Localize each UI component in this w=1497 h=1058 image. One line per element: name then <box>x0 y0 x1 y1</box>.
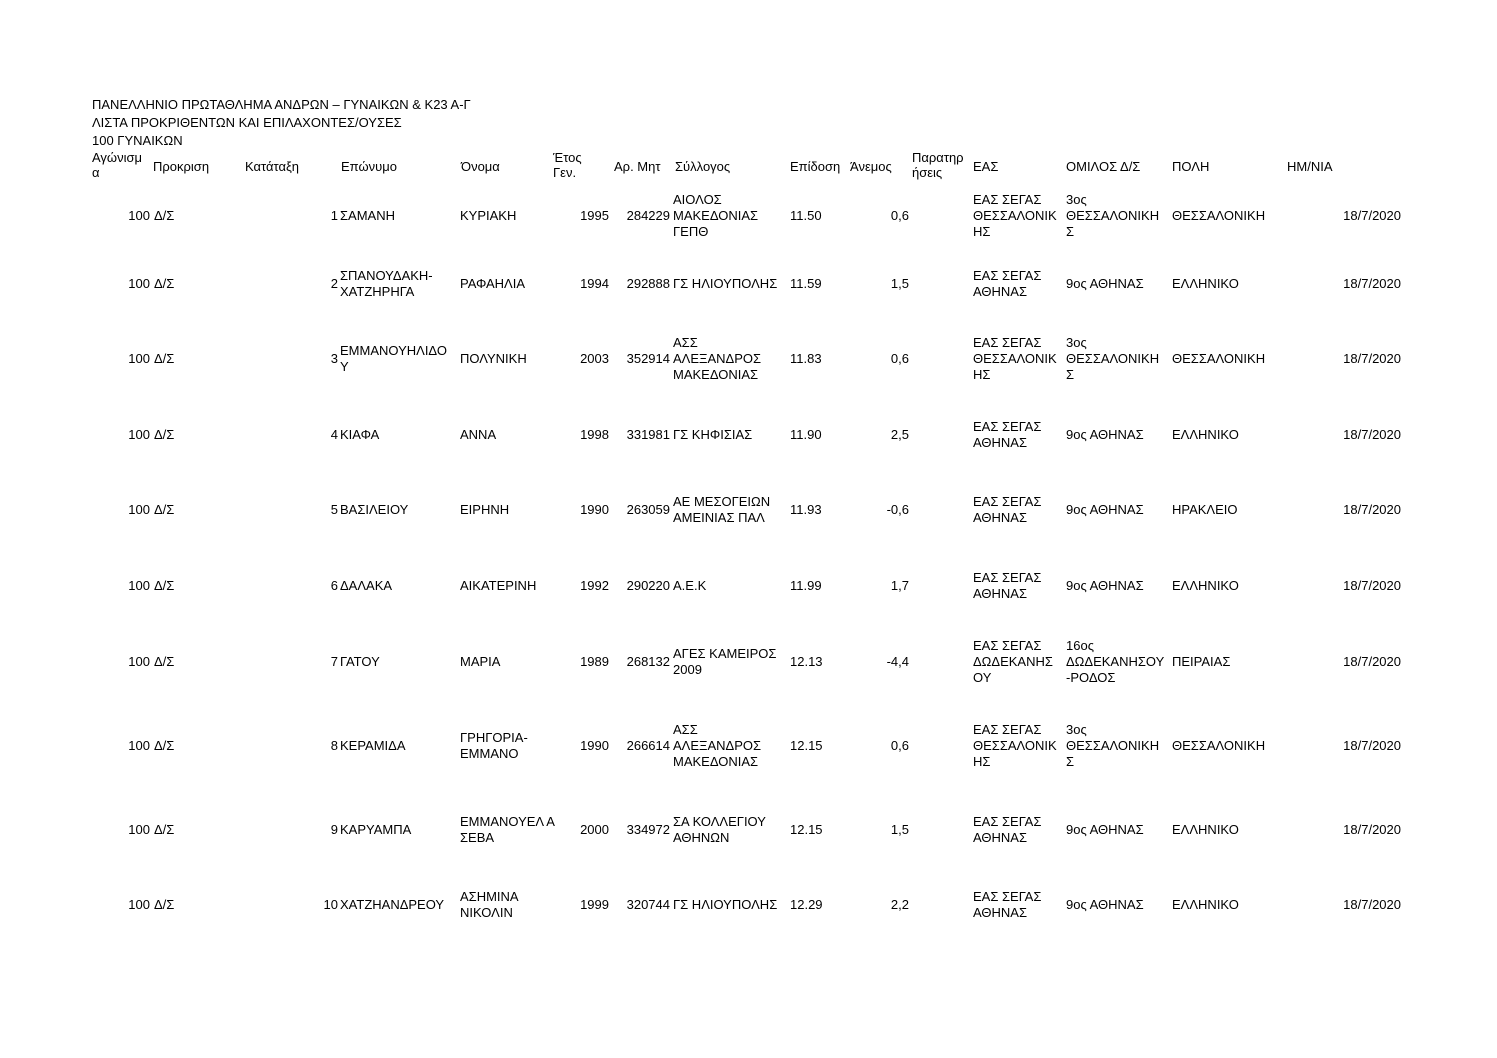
cell-eas: ΕΑΣ ΣΕΓΑΣ ΘΕΣΣΑΛΟΝΙΚ ΗΣ <box>973 192 1057 239</box>
cell-reg: 352914 <box>626 351 670 366</box>
cell-date: 18/7/2020 <box>1343 897 1401 912</box>
cell-omilos: 3ος ΘΕΣΣΑΛΟΝΙΚΗ Σ <box>1066 335 1160 382</box>
cell-eas: ΕΑΣ ΣΕΓΑΣ ΔΩΔΕΚΑΝΗΣ ΟΥ <box>973 638 1053 685</box>
cell-omilos: 9ος ΑΘΗΝΑΣ <box>1066 502 1144 517</box>
cell-perf: 11.99 <box>790 578 822 593</box>
cell-date: 18/7/2020 <box>1343 502 1401 517</box>
cell-city: ΕΛΛΗΝΙΚΟ <box>1172 897 1239 912</box>
cell-reg: 331981 <box>626 427 670 442</box>
cell-agonisma: 100 <box>128 502 150 517</box>
cell-club: ΣΑ ΚΟΛΛΕΓΙΟΥ ΑΘΗΝΩΝ <box>673 814 766 845</box>
cell-reg: 292888 <box>626 276 670 291</box>
cell-name: ΚΥΡΙΑΚΗ <box>460 208 517 223</box>
header-agonisma: Αγώνισμ α <box>92 150 142 180</box>
cell-surname: ΣΠΑΝΟΥΔΑΚΗ-ΧΑΤΖΗΡΗΓΑ <box>340 268 433 299</box>
cell-surname: ΒΑΣΙΛΕΙΟΥ <box>340 502 409 517</box>
cell-club: ΑΙΟΛΟΣ ΜΑΚΕΔΟΝΙΑΣ ΓΕΠΘ <box>673 192 759 239</box>
header-prokrisi: Προκριση <box>153 159 210 174</box>
cell-name: ΡΑΦΑΗΛΙΑ <box>460 276 526 291</box>
cell-city: ΘΕΣΣΑΛΟΝΙΚΗ <box>1172 738 1266 753</box>
cell-prokrisi: Δ/Σ <box>154 578 175 593</box>
cell-club: ΓΣ ΗΛΙΟΥΠΟΛΗΣ <box>673 276 778 291</box>
cell-city: ΘΕΣΣΑΛΟΝΙΚΗ <box>1172 208 1266 223</box>
cell-club: ΓΣ ΚΗΦΙΣΙΑΣ <box>673 427 753 442</box>
cell-surname: ΚΕΡΑΜΙΔΑ <box>340 738 406 753</box>
cell-omilos: 9ος ΑΘΗΝΑΣ <box>1066 822 1144 837</box>
table-row <box>0 716 1497 776</box>
cell-eas: ΕΑΣ ΣΕΓΑΣ ΑΘΗΝΑΣ <box>973 268 1042 299</box>
header-ar-mit: Αρ. Μητ <box>614 159 661 174</box>
cell-rank: 8 <box>330 738 338 753</box>
cell-club: ΓΣ ΗΛΙΟΥΠΟΛΗΣ <box>673 897 778 912</box>
cell-wind: -4,4 <box>886 654 909 669</box>
cell-wind: 2,2 <box>890 897 909 912</box>
cell-omilos: 3ος ΘΕΣΣΑΛΟΝΙΚΗ Σ <box>1066 192 1160 239</box>
header-omilos: ΟΜΙΛΟΣ Δ/Σ <box>1066 159 1141 174</box>
cell-reg: 320744 <box>626 897 670 912</box>
table-row <box>0 329 1497 389</box>
cell-reg: 334972 <box>626 822 670 837</box>
cell-agonisma: 100 <box>128 578 150 593</box>
cell-perf: 11.59 <box>790 276 822 291</box>
cell-city: ΕΛΛΗΝΙΚΟ <box>1172 822 1239 837</box>
document-title: ΠΑΝΕΛΛΗΝΙΟ ΠΡΩΤΑΘΛΗΜΑ ΑΝΔΡΩΝ – ΓΥΝΑΙΚΩΝ & Κ23 Α-Γ <box>92 97 471 112</box>
cell-name: ΓΡΗΓΟΡΙΑ-ΕΜΜΑΝΟ <box>460 730 528 761</box>
cell-date: 18/7/2020 <box>1343 276 1401 291</box>
cell-perf: 11.93 <box>790 502 822 517</box>
cell-reg: 268132 <box>626 654 670 669</box>
cell-reg: 263059 <box>626 502 670 517</box>
cell-club: ΑΕ ΜΕΣΟΓΕΙΩΝ ΑΜΕΙΝΙΑΣ ΠΑΛ <box>673 494 771 525</box>
cell-year: 1994 <box>580 276 609 291</box>
cell-eas: ΕΑΣ ΣΕΓΑΣ ΘΕΣΣΑΛΟΝΙΚ ΗΣ <box>973 722 1057 769</box>
cell-city: ΕΛΛΗΝΙΚΟ <box>1172 427 1239 442</box>
cell-surname: ΕΜΜΑΝΟΥΗΛΙΔΟ Υ <box>340 343 447 374</box>
cell-perf: 12.15 <box>790 822 823 837</box>
cell-surname: ΣΑΜΑΝΗ <box>340 208 395 223</box>
cell-rank: 6 <box>330 578 338 593</box>
cell-agonisma: 100 <box>128 427 150 442</box>
header-epidosi: Επίδοση <box>790 159 841 174</box>
cell-surname: ΚΑΡΥΑΜΠΑ <box>340 822 412 837</box>
cell-perf: 11.50 <box>790 208 822 223</box>
cell-wind: 1,5 <box>890 276 909 291</box>
cell-eas: ΕΑΣ ΣΕΓΑΣ ΑΘΗΝΑΣ <box>973 494 1042 525</box>
cell-year: 1989 <box>580 654 609 669</box>
cell-name: ΑΣΗΜΙΝΑ ΝΙΚΟΛΙΝ <box>460 889 518 920</box>
cell-agonisma: 100 <box>128 351 150 366</box>
cell-year: 1990 <box>580 502 609 517</box>
cell-name: ΕΙΡΗΝΗ <box>460 502 510 517</box>
cell-date: 18/7/2020 <box>1343 822 1401 837</box>
cell-wind: -0,6 <box>886 502 909 517</box>
cell-agonisma: 100 <box>128 897 150 912</box>
cell-date: 18/7/2020 <box>1343 427 1401 442</box>
table-row <box>0 254 1497 314</box>
cell-wind: 0,6 <box>890 738 909 753</box>
cell-year: 1998 <box>580 427 609 442</box>
table-row <box>0 556 1497 616</box>
cell-name: ΠΟΛΥΝΙΚΗ <box>460 351 527 366</box>
cell-rank: 10 <box>323 897 338 912</box>
cell-prokrisi: Δ/Σ <box>154 427 175 442</box>
cell-date: 18/7/2020 <box>1343 654 1401 669</box>
cell-omilos: 9ος ΑΘΗΝΑΣ <box>1066 578 1144 593</box>
cell-agonisma: 100 <box>128 822 150 837</box>
cell-omilos: 9ος ΑΘΗΝΑΣ <box>1066 427 1144 442</box>
cell-omilos: 9ος ΑΘΗΝΑΣ <box>1066 276 1144 291</box>
cell-wind: 1,7 <box>890 578 909 593</box>
cell-omilos: 3ος ΘΕΣΣΑΛΟΝΙΚΗ Σ <box>1066 722 1160 769</box>
cell-reg: 284229 <box>626 208 670 223</box>
cell-name: ΑΝΝΑ <box>460 427 497 442</box>
table-row <box>0 800 1497 860</box>
cell-prokrisi: Δ/Σ <box>154 738 175 753</box>
cell-eas: ΕΑΣ ΣΕΓΑΣ ΘΕΣΣΑΛΟΝΙΚ ΗΣ <box>973 335 1057 382</box>
cell-rank: 2 <box>330 276 338 291</box>
cell-eas: ΕΑΣ ΣΕΓΑΣ ΑΘΗΝΑΣ <box>973 570 1042 601</box>
cell-rank: 5 <box>330 502 338 517</box>
cell-club: Α.Ε.Κ <box>673 578 707 593</box>
cell-club: ΑΣΣ ΑΛΕΞΑΝΔΡΟΣ ΜΑΚΕΔΟΝΙΑΣ <box>673 335 762 382</box>
cell-date: 18/7/2020 <box>1343 351 1401 366</box>
cell-date: 18/7/2020 <box>1343 208 1401 223</box>
cell-prokrisi: Δ/Σ <box>154 822 175 837</box>
cell-year: 1990 <box>580 738 609 753</box>
cell-city: ΗΡΑΚΛΕΙΟ <box>1172 502 1238 517</box>
cell-name: ΕΜΜΑΝΟΥΕΛ Α ΣΕΒΑ <box>460 814 555 845</box>
header-paratirisis: Παρατηρ ήσεις <box>912 150 964 180</box>
cell-rank: 1 <box>330 208 338 223</box>
cell-city: ΕΛΛΗΝΙΚΟ <box>1172 276 1239 291</box>
cell-club: ΑΓΕΣ ΚΑΜΕΙΡΟΣ 2009 <box>673 646 777 677</box>
cell-wind: 2,5 <box>890 427 909 442</box>
cell-surname: ΓΑΤΟΥ <box>340 654 380 669</box>
cell-prokrisi: Δ/Σ <box>154 351 175 366</box>
cell-city: ΠΕΙΡΑΙΑΣ <box>1172 654 1231 669</box>
header-katataxi: Κατάταξη <box>245 159 300 174</box>
table-row <box>0 480 1497 540</box>
cell-perf: 11.90 <box>790 427 822 442</box>
cell-year: 2003 <box>580 351 609 366</box>
table-row <box>0 186 1497 246</box>
document-subtitle: ΛΙΣΤΑ ΠΡΟΚΡΙΘΕΝΤΩΝ ΚΑΙ ΕΠΙΛΑΧΟΝΤΕΣ/ΟΥΣΕΣ <box>92 115 402 130</box>
header-anemos: Άνεμος <box>850 159 892 174</box>
cell-prokrisi: Δ/Σ <box>154 897 175 912</box>
header-syllogos: Σύλλογος <box>675 159 731 174</box>
cell-reg: 290220 <box>626 578 670 593</box>
cell-year: 2000 <box>580 822 609 837</box>
cell-eas: ΕΑΣ ΣΕΓΑΣ ΑΘΗΝΑΣ <box>973 419 1042 450</box>
cell-year: 1995 <box>580 208 609 223</box>
cell-surname: ΚΙΑΦΑ <box>340 427 380 442</box>
cell-perf: 11.83 <box>790 351 822 366</box>
cell-agonisma: 100 <box>128 208 150 223</box>
cell-agonisma: 100 <box>128 654 150 669</box>
cell-agonisma: 100 <box>128 276 150 291</box>
cell-prokrisi: Δ/Σ <box>154 654 175 669</box>
cell-name: ΑΙΚΑΤΕΡΙΝΗ <box>460 578 537 593</box>
header-onoma: Όνομα <box>461 159 500 174</box>
cell-prokrisi: Δ/Σ <box>154 208 175 223</box>
cell-eas: ΕΑΣ ΣΕΓΑΣ ΑΘΗΝΑΣ <box>973 814 1042 845</box>
cell-club: ΑΣΣ ΑΛΕΞΑΝΔΡΟΣ ΜΑΚΕΔΟΝΙΑΣ <box>673 722 762 769</box>
cell-prokrisi: Δ/Σ <box>154 276 175 291</box>
cell-surname: ΔΑΛΑΚΑ <box>340 578 393 593</box>
cell-perf: 12.13 <box>790 654 823 669</box>
table-row <box>0 632 1497 692</box>
cell-wind: 1,5 <box>890 822 909 837</box>
cell-rank: 4 <box>330 427 338 442</box>
cell-perf: 12.29 <box>790 897 823 912</box>
cell-reg: 266614 <box>626 738 670 753</box>
cell-wind: 0,6 <box>890 351 909 366</box>
cell-year: 1992 <box>580 578 609 593</box>
cell-omilos: 16ος ΔΩΔΕΚΑΝΗΣΟΥ -ΡΟΔΟΣ <box>1066 638 1165 685</box>
cell-perf: 12.15 <box>790 738 823 753</box>
cell-city: ΘΕΣΣΑΛΟΝΙΚΗ <box>1172 351 1266 366</box>
cell-date: 18/7/2020 <box>1343 578 1401 593</box>
table-row <box>0 875 1497 935</box>
header-poli: ΠΟΛΗ <box>1172 159 1210 174</box>
header-etos: Έτος Γεν. <box>553 150 582 180</box>
header-eponymo: Επώνυμο <box>341 159 397 174</box>
cell-rank: 7 <box>330 654 338 669</box>
cell-wind: 0,6 <box>890 208 909 223</box>
header-eas: ΕΑΣ <box>973 159 999 174</box>
cell-eas: ΕΑΣ ΣΕΓΑΣ ΑΘΗΝΑΣ <box>973 889 1042 920</box>
cell-agonisma: 100 <box>128 738 150 753</box>
cell-name: ΜΑΡΙΑ <box>460 654 501 669</box>
cell-omilos: 9ος ΑΘΗΝΑΣ <box>1066 897 1144 912</box>
cell-date: 18/7/2020 <box>1343 738 1401 753</box>
event-title: 100 ΓΥΝΑΙΚΩΝ <box>92 133 183 148</box>
cell-year: 1999 <box>580 897 609 912</box>
cell-surname: ΧΑΤΖΗΑΝΔΡΕΟΥ <box>340 897 445 912</box>
cell-rank: 9 <box>330 822 338 837</box>
table-row <box>0 405 1497 465</box>
cell-rank: 3 <box>330 351 338 366</box>
cell-city: ΕΛΛΗΝΙΚΟ <box>1172 578 1239 593</box>
header-imnia: ΗΜ/ΝΙΑ <box>1287 159 1333 174</box>
cell-prokrisi: Δ/Σ <box>154 502 175 517</box>
